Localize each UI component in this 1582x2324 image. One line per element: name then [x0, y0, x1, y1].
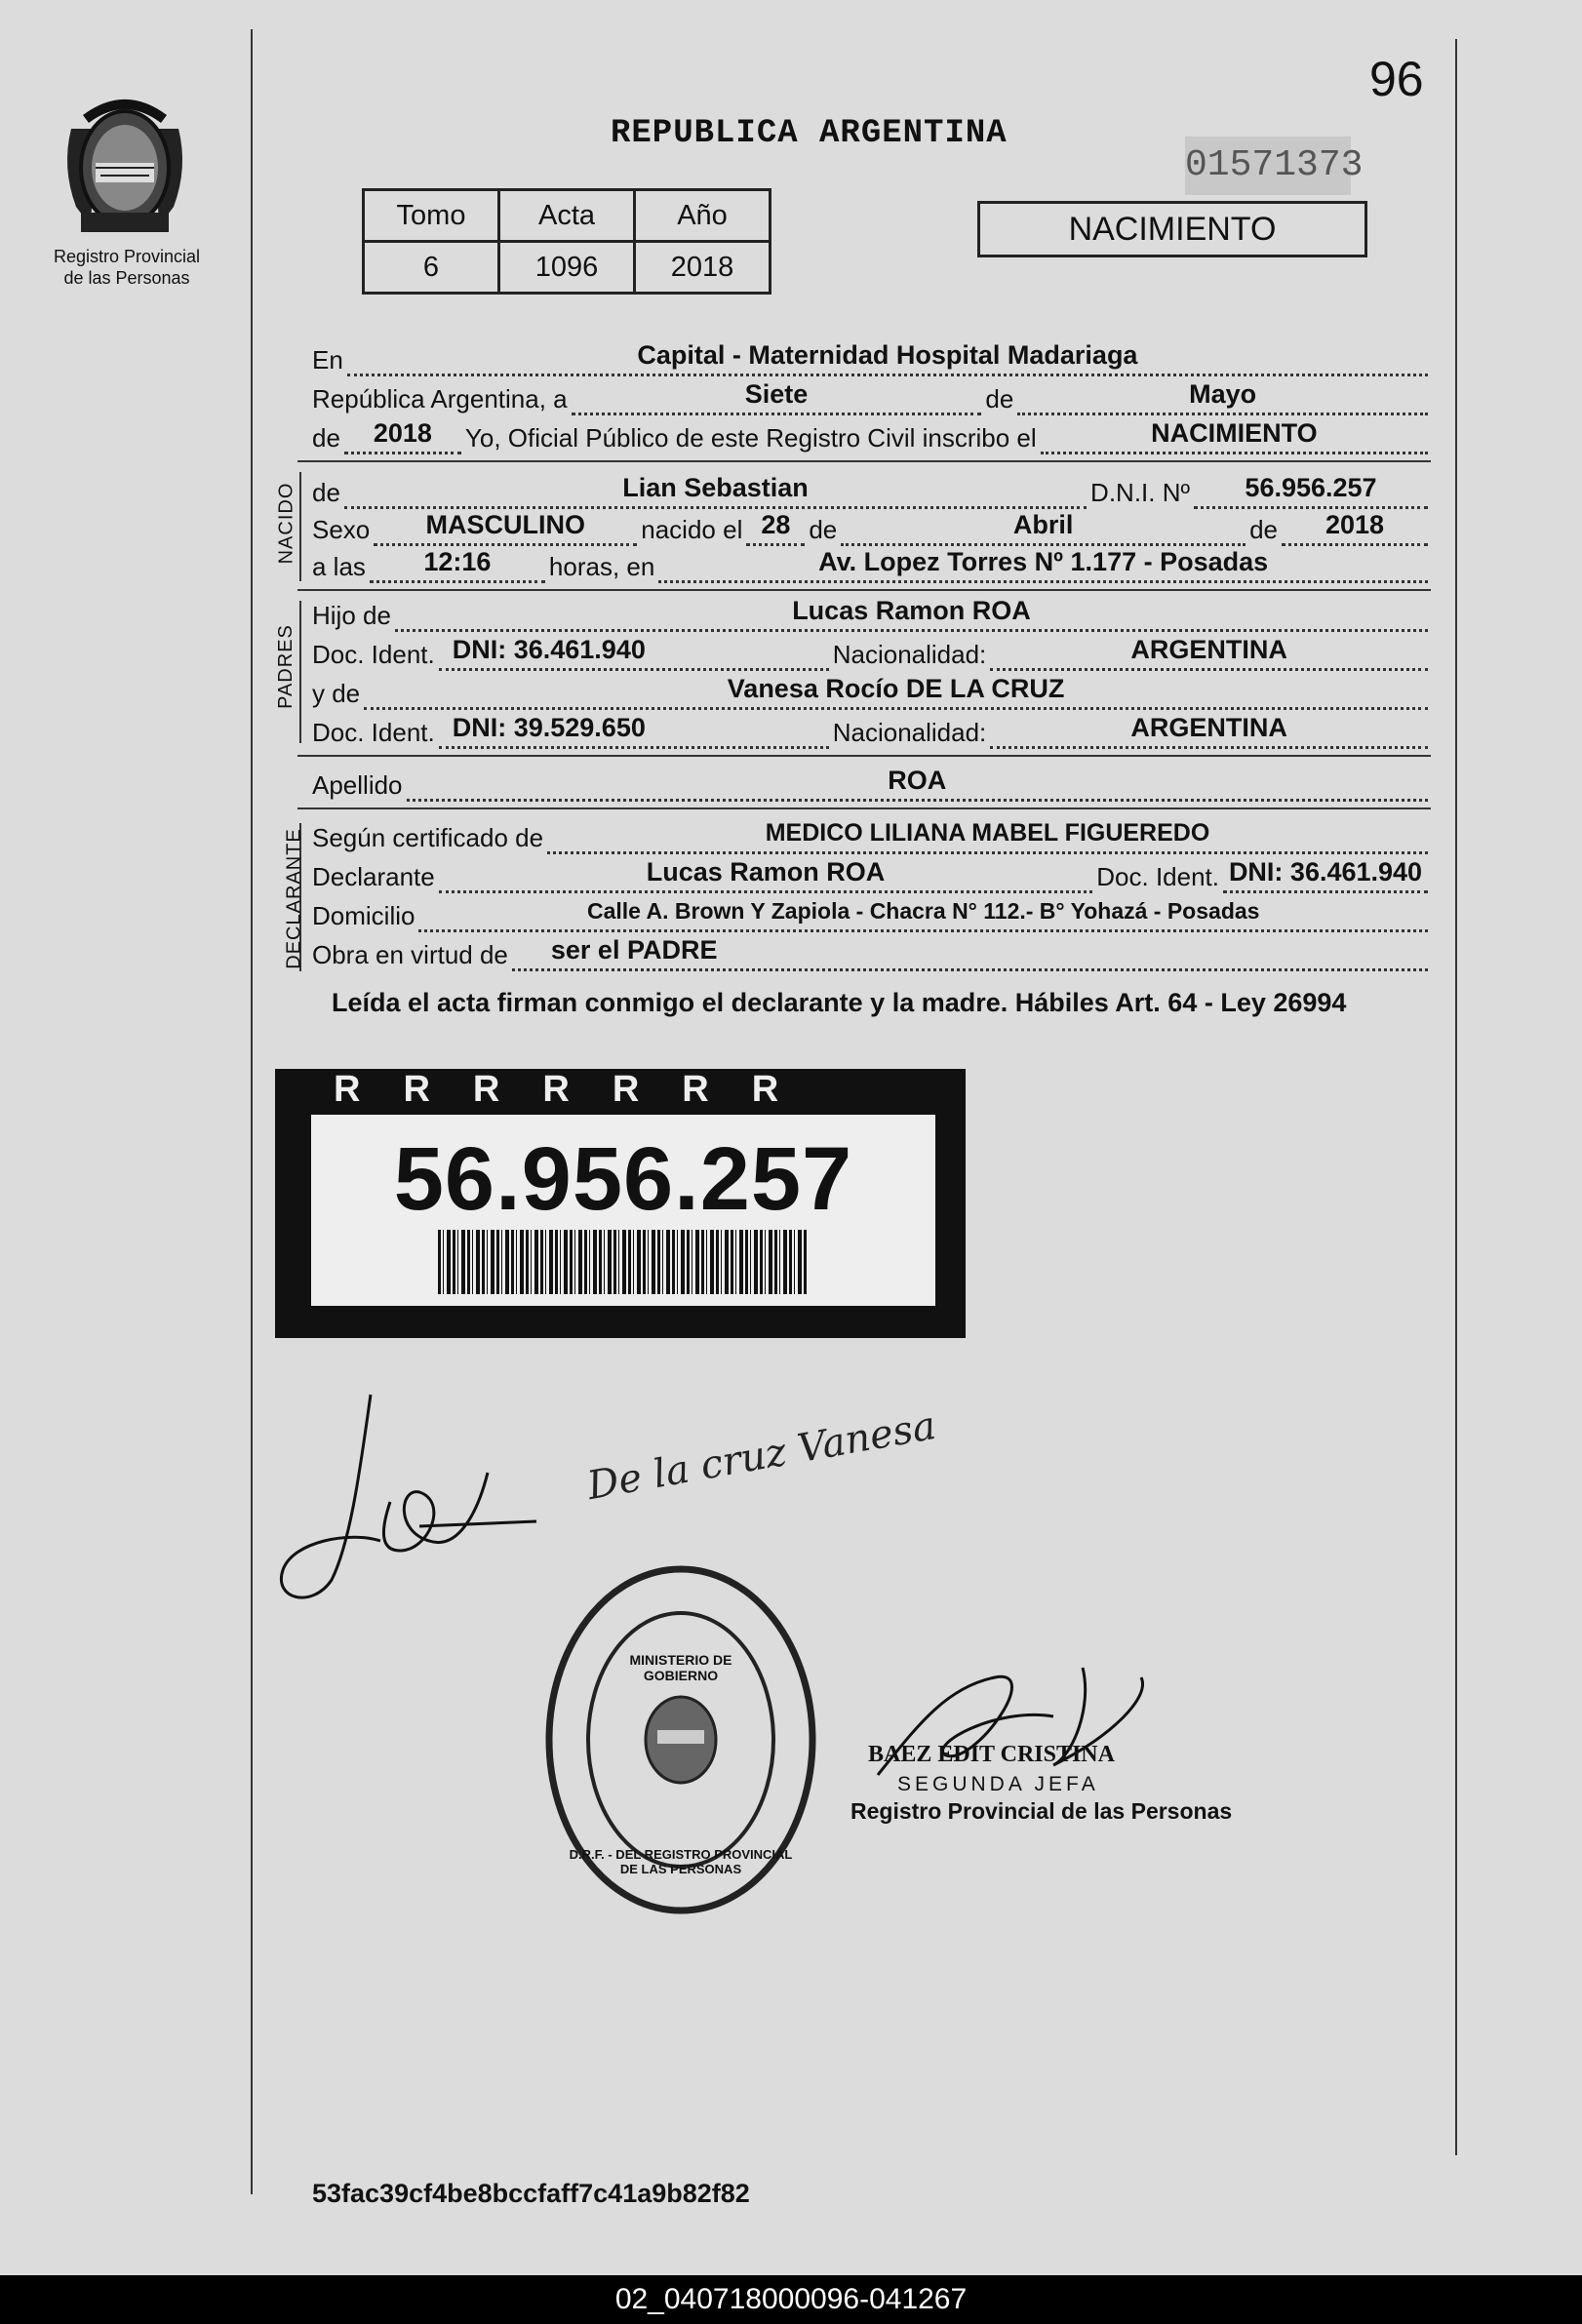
padres-bracket — [299, 601, 301, 743]
declarante-doc: DNI: 36.461.940 — [1228, 857, 1423, 886]
separator-1 — [297, 460, 1431, 462]
dni-stamp-inner — [308, 1112, 938, 1309]
anio-value: 2018 — [635, 242, 771, 294]
alas-label: a las — [312, 552, 366, 581]
seal-ring-text: D.R.F. - DEL REGISTRO PROVINCIAL DE LAS PERSONAS — [569, 1847, 793, 1876]
row-inscribe — [312, 418, 1432, 454]
nacido-section-label: NACIDO — [275, 482, 297, 565]
dni-label: D.N.I. Nº — [1090, 478, 1190, 507]
horas-label: horas, en — [548, 552, 655, 581]
row-madre-doc — [312, 713, 1432, 749]
mother-handwritten-note: De la cruz Vanesa — [583, 1402, 940, 1510]
cert-label: Según certificado de — [312, 823, 544, 852]
de-month-label: de — [809, 515, 838, 544]
row-declarante — [312, 857, 1432, 893]
row-fecha — [312, 379, 1432, 415]
inscribe-value: NACIMIENTO — [1151, 418, 1318, 448]
de-label: de — [985, 384, 1014, 414]
logo-caption — [39, 246, 215, 289]
logo-caption-line2: de las Personas — [63, 268, 190, 288]
birth-place: Av. Lopez Torres Nº 1.177 - Posadas — [818, 547, 1269, 576]
reading-statement: Leída el acta firman conmigo el declarante y la madre. Hábiles Art. 64 - Ley 26994 — [332, 988, 1347, 1017]
oficial-text: Yo, Oficial Público de este Registro Civil inscribo el — [464, 423, 1037, 453]
acta-label: Acta — [499, 190, 635, 242]
day-value: Siete — [744, 379, 809, 409]
obra-value: ser el PADRE — [550, 935, 718, 965]
en-label: En — [312, 345, 343, 374]
tomo-acta-anio-table — [362, 188, 771, 295]
official-seal — [534, 1555, 827, 1925]
hijo-de-label: Hijo de — [312, 601, 391, 630]
domicilio-label: Domicilio — [312, 901, 415, 930]
father-nationality: ARGENTINA — [1130, 635, 1287, 664]
dni-stamp — [275, 1069, 966, 1338]
row-certificado — [312, 821, 1432, 854]
row-en — [312, 340, 1432, 376]
month-value: Mayo — [1189, 379, 1257, 409]
document-type-box: NACIMIENTO — [977, 201, 1367, 257]
father-nat-label: Nacionalidad: — [832, 640, 987, 669]
declarante-doc-label: Doc. Ident. — [1096, 862, 1219, 891]
de-year-label: de — [312, 423, 340, 453]
mother-doc: DNI: 39.529.650 — [452, 713, 646, 742]
apellido-value: ROA — [888, 766, 947, 795]
sexo-value: MASCULINO — [425, 510, 586, 539]
birth-day: 28 — [761, 510, 791, 539]
logo-caption-line1: Registro Provincial — [53, 247, 201, 266]
father-name: Lucas Ramon ROA — [792, 596, 1031, 625]
declarante-value: Lucas Ramon ROA — [646, 857, 886, 886]
row-nacido-nombre — [312, 473, 1432, 509]
nacido-bracket — [299, 472, 301, 581]
declarante-label: Declarante — [312, 862, 435, 891]
dni-stamp-number: 56.956.257 — [393, 1129, 853, 1229]
father-doc: DNI: 36.461.940 — [452, 635, 646, 664]
year-value: 2018 — [373, 418, 432, 448]
page-title: REPUBLICA ARGENTINA — [611, 115, 1008, 152]
tomo-value: 6 — [364, 242, 499, 294]
child-dni: 56.956.257 — [1245, 473, 1377, 502]
row-sexo — [312, 510, 1432, 546]
declarante-signature — [273, 1385, 566, 1619]
mother-nat-label: Nacionalidad: — [832, 718, 987, 747]
footer-file-id: 02_040718000096-041267 — [0, 2275, 1582, 2324]
separator-2 — [297, 589, 1431, 591]
document-hash: 53fac39cf4be8bccfaff7c41a9b82f82 — [312, 2179, 750, 2208]
mother-nationality: ARGENTINA — [1130, 713, 1287, 742]
right-margin-line — [1455, 39, 1457, 2155]
official-role: SEGUNDA JEFA — [897, 1773, 1099, 1795]
anio-label: Año — [635, 190, 771, 242]
tomo-label: Tomo — [364, 190, 499, 242]
birth-month: Abril — [1012, 510, 1074, 539]
sexo-label: Sexo — [312, 515, 371, 544]
republica-label: República Argentina, a — [312, 384, 568, 414]
acta-value: 1096 — [499, 242, 635, 294]
nacido-de-label: de — [312, 478, 340, 507]
mother-doc-label: Doc. Ident. — [312, 718, 435, 747]
separator-4 — [297, 807, 1431, 809]
en-value: Capital - Maternidad Hospital Madariaga — [637, 340, 1138, 370]
official-office: Registro Provincial de las Personas — [850, 1798, 1233, 1824]
row-padre — [312, 596, 1432, 632]
separator-3 — [297, 755, 1431, 757]
nacido-el-label: nacido el — [641, 515, 743, 544]
yde-label: y de — [312, 679, 361, 708]
obra-label: Obra en virtud de — [312, 940, 508, 969]
row-padre-doc — [312, 635, 1432, 671]
row-madre — [312, 674, 1432, 710]
official-name: BAEZ EDIT CRISTINA — [868, 1742, 1115, 1767]
mother-name: Vanesa Rocío DE LA CRUZ — [727, 674, 1065, 703]
row-apellido — [312, 768, 1432, 802]
birth-year: 2018 — [1325, 510, 1385, 539]
row-obra — [312, 935, 1432, 971]
declarante-section-label: DECLARANTE — [283, 828, 305, 969]
left-margin-line — [251, 29, 253, 2194]
row-domicilio — [312, 899, 1432, 932]
dni-stamp-pattern: RRRRRRR — [334, 1069, 822, 1110]
barcode — [438, 1230, 809, 1294]
birth-hour: 12:16 — [423, 547, 492, 576]
apellido-label: Apellido — [312, 770, 403, 800]
cert-value: MEDICO LILIANA MABEL FIGUEREDO — [765, 819, 1210, 847]
seal-inner-text: MINISTERIO DE GOBIERNO — [629, 1652, 732, 1683]
domicilio-value: Calle A. Brown Y Zapiola - Chacra N° 112.- B° Yohazá - Posadas — [587, 898, 1260, 924]
serial-number: 01571373 — [1185, 137, 1351, 195]
row-hora — [312, 547, 1432, 583]
padres-section-label: PADRES — [274, 624, 297, 709]
father-doc-label: Doc. Ident. — [312, 640, 435, 669]
de-year-label2: de — [1249, 515, 1278, 544]
province-logo — [57, 90, 193, 238]
page-number: 96 — [1369, 52, 1424, 106]
child-name: Lian Sebastian — [622, 473, 809, 502]
